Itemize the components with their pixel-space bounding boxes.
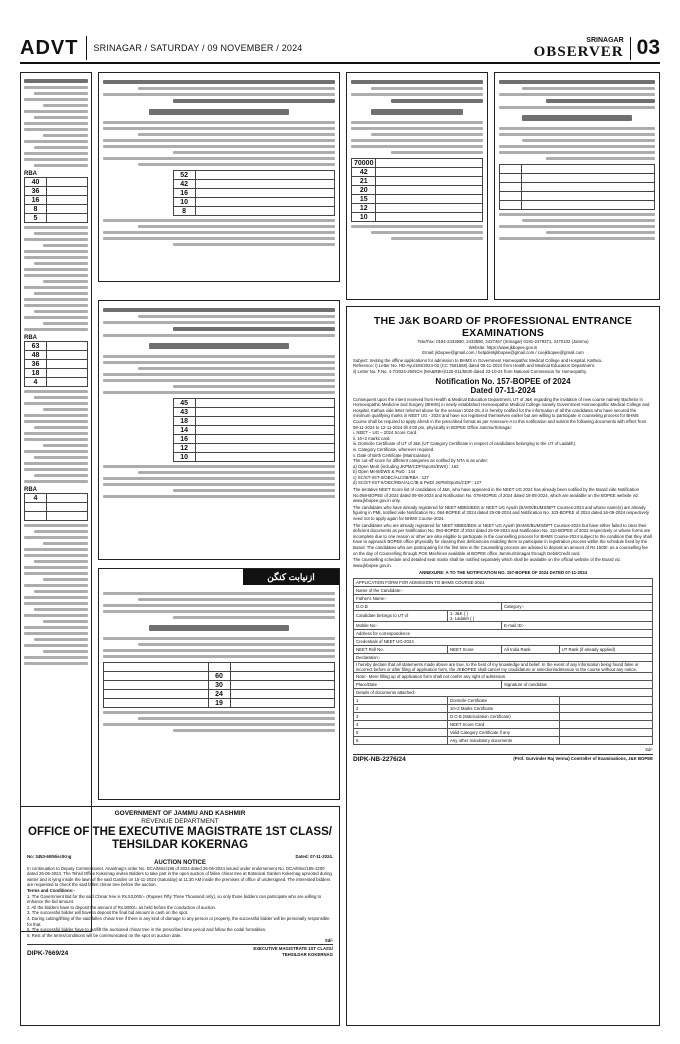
urdu-notice-1 — [98, 72, 340, 282]
form-category: Category:- — [502, 602, 653, 610]
doc-5: v. Date of Birth Certificate (Matriculation). — [353, 452, 432, 458]
board-code: DIPK-NB-2276/24 — [353, 755, 406, 763]
board-body-2: The tentative NEET Score list of candidates of J&K, who have appeared in the NEET UG 2024 has already been notified by the Board vide Notification No.068-BOPEE of 2024 dated 09-08-2024 and Notification No. 078-BOPEE of 2024 dated 18-08-2024, which are available on the BOPEE website viz. www.jkbopee.gov.in only. — [353, 487, 640, 504]
form-jk: 1. J&K ( ) — [450, 610, 468, 616]
term-5: 5. The successful bidder have to cut/lift the auctioned chinar tree in the prescribed time period and follow the codal formalities. — [27, 927, 267, 933]
strip-table-2: 63 48 36 18 4 — [24, 341, 88, 387]
auction-no: No: 3453-60/Misc/Kng — [27, 854, 72, 859]
doc-3: iii. Domicile Certificate of UT of J&K (UT Category Certificate in respect of candidates belonging to the UT of Ladakh). — [353, 441, 577, 447]
table-row: 4 NEET Score Card — [354, 720, 653, 728]
office-line-1: OFFICE OF THE EXECUTIVE MAGISTRATE 1ST CLASS/ — [28, 826, 332, 838]
office-line-2: TEHSILDAR KOKERNAG — [111, 839, 249, 851]
cutoff-2: b) Open Merit/EWS & PwD : 144 — [353, 469, 416, 475]
doc-4: iv. Category Certificate, wherever required. — [353, 446, 435, 452]
table-row: 1 Domicile Certificate — [354, 696, 653, 704]
form-declaration-text: I hereby declare that all statements made above are true, to the best of my knowledge and belief. In the event of any information being found false or incorrect before or after filing of application form, the JKBOPEE shall cancel my candidature or selection/admission to the course without any notice. — [354, 661, 653, 672]
form-roll: NEET Roll No. — [354, 645, 448, 653]
cutoff-intro: The cut-off score for different categories as notified by NTA is as under: — [353, 458, 489, 464]
application-form — [353, 578, 653, 745]
strip-rba-2: RBA — [24, 335, 37, 341]
gov-line: GOVERNMENT OF JAMMU AND KASHMIR — [114, 810, 246, 817]
board-body-3: The candidates who have already registered for NEET MBBS/BDS or NEET UG Ayush (BAMS/BUMS/BPT Courses-2024 and whose name(s) are already figuring in PML notified vide Notification No. 094-BOPEE of 2024 dated 25-08-2024 and Notification No. 103-BOPEE of 2024 dated 16-09-2024 respectively need not to apply again for BHMS Course-2024. — [353, 504, 650, 522]
board-email[interactable]: Email: jkbopee@gmail.com / helpdeskjkbopee@gmail.com / coejkbopee@gmail.com — [422, 350, 584, 356]
notification-date: Dated 07-11-2024 — [470, 385, 536, 395]
urdu-notice-2 — [98, 300, 340, 560]
auction-intro: In continuation to Deputy Commissioner, Anantnag's order No. DCA/Misc/195 of 2024 dated 26-06-2024 issued under endorsement No. DCA/Misc/195-1200 dated 26-06-2024. The Tehsil Office Kokernag invites Bidders to take part in the open auction of fallen chinar tree at Botanical Garden Kokernag uprooted during winter and is lying inside the lawn of the said Garden on 15-11-2024 (Saturday) at 11:30 AM inside the premises of office of undersigned. The interested bidders are requested to check the said fallen chinar tree before the auction. — [27, 865, 332, 888]
auction-sign-1: EXECUTIVE MAGISTRATE 1ST CLASS/ — [253, 945, 333, 951]
term-4: 4. During cutting/lifting of the said fallen chinar tree if there is any kind of damage to any person or property, the successful bidder will be personally responsible for that. — [27, 915, 330, 927]
auction-notice — [20, 806, 340, 1026]
terms-title: Terms and Conditions:- — [27, 887, 75, 893]
dateline: SRINAGAR / SATURDAY / 09 NOVEMBER / 2024 — [93, 43, 303, 53]
form-email: E-mail ID:- — [502, 621, 653, 629]
form-note: Note:- Mere filling up of application form shall not confer any right of admission. — [354, 672, 653, 680]
urdu-notice-3 — [98, 568, 340, 800]
board-signatory: (Prof. Gurvinder Raj Verma) Controller of Examinations, J&K BOPEE — [513, 756, 653, 762]
form-father: Father's Name:- — [354, 594, 653, 602]
notification-number: Notification No. 157-BOPEE of 2024 — [435, 376, 571, 386]
page-number: 03 — [636, 36, 660, 59]
auction-sign-2: TEHSILDAR KOKERNAG — [282, 951, 333, 957]
form-address: Address for correspondence — [354, 629, 653, 637]
term-1: 1. The Government Bid for the said Chinar tree is Rs.53,000/= (Rupees Fifty Three Thousand only), so only those bidders can participate who are willing to enhance the bid amount. — [27, 893, 322, 905]
doc-2: ii. 10+2 marks card. — [353, 435, 391, 441]
table-row: 5 Valid Category Certificate if any — [354, 728, 653, 736]
cutoff-4: d) SC/ST-I/ST-II/OBC/RBA/ALC/IB & PwD/ JKPM/Sports/CDP : 127 — [353, 480, 482, 486]
board-reference-2: ii) Letter No. F.No. 4-7/2024-25/NCH (MA&RBH)/125-011/5530 dated 23-10-24 from National Commission for Homeopathy. — [353, 368, 587, 374]
form-docs-attached: Details of documents attached:- — [354, 688, 653, 696]
form-ladakh: 2. Ladakh ( ) — [450, 615, 475, 621]
board-body-4: The candidates who are already registered for NEET MBBS/BDS or NEET UG Ayush (BAMS/BUMS/BPT Courses-2024 but have either failed to clear their deficient documents as per Notification No. 084-BOPEE of 2024 dated 25-08-2024 and Notification No. 110-BOPEE of 2024 respectively or whose forms are incomplete due to one reason or other are also eligible to participate in the counselling process for BHMS Course-2024 subject to the condition that they shall have to approach BOPEE office physically for clearing their deficiencies enabling them to participate in registration process within the schedule fixed by the Board. The candidates who are participating for the first time in the Counselling process are advised to deposit an amount of Rs 1500/- as a counselling fee on the day of Counselling through POS Machines available at BOPEE office Jammu/Srinagar through Debit/Credit card. — [353, 522, 652, 556]
board-title: THE J&K BOARD OF PROFESSIONAL ENTRANCE EXAMINATIONS — [373, 315, 633, 339]
doc-1: i. NEET – UG – 2024 Score Card. — [353, 430, 418, 436]
term-3: 3. The successful bidder will have to deposit the final bid amount in cash on the spot. — [27, 910, 189, 916]
table-row: 2 10+2 Marks Certificate — [354, 704, 653, 712]
auction-sd: Sd/- — [324, 938, 333, 944]
section-label: ADVT — [20, 36, 87, 60]
board-website[interactable]: Website: https://www.jkbopee.gov.in — [468, 344, 538, 350]
form-ut-rank: UT Rank (if already applied) — [559, 645, 652, 653]
niyabat-banner: ازنیابت کنگن — [243, 569, 339, 585]
strip-table-3: 4 — [24, 493, 88, 521]
strip-rba-3: RBA — [24, 487, 37, 493]
form-score: NEET Score — [448, 645, 502, 653]
form-credentials: Credentials of NEET UG-2024 — [354, 637, 653, 645]
form-mobile: Mobile No:- — [354, 621, 502, 629]
form-belongs: Candidate belongs to UT of — [354, 610, 448, 621]
board-contact: Tele/Fax: 0194-2433590, 2433590, 2437467 (Srinagar) 0191-2479371, 2470102 (Jammu) — [417, 339, 589, 344]
cutoff-1: a) Open Merit (including JKPM/CDP/Sports/EWS) : 162 — [353, 463, 459, 469]
auction-code: DIPK-7669/24 — [27, 950, 69, 958]
form-rank: All India Rank — [502, 645, 560, 653]
urdu-table-5 — [499, 164, 655, 210]
paper-city: SRINAGAR — [586, 36, 624, 44]
form-signature: Signature of candidate — [502, 680, 653, 688]
board-body-1: Consequent upon the intent received from Health & Medical Education Department, UT of J&K regarding the invitation of new course namely Bachelor in Homoeopathic Medicine and Surgery (BHMS) in newly established Homoeopathic Medical College namely Government Homoeopathic Medical College and Hospital, Kathua vide letter referred above for the session 2024-25, it is hereby notified for the information of all the candidates who have secured the minimum qualifying marks in NEET UG - 2024 and have not registered themselves earlier but are willing to participate in counseling process for BHMS Course shall be required to apply afresh in the prescribed format as per Annexure-A to this notification and submit the following documents with effect from 08-11-2024 to 12-11-2024 till 4:00 pm, physically in BOPEE Office Jammu/Srinagar: — [353, 396, 650, 430]
urdu-table-2: 45 43 18 14 16 12 10 — [173, 398, 335, 462]
urdu-notice-4 — [346, 72, 488, 300]
term-2: 2. All the bidders have to deposit the amount of Rs.5000/= as held before the conduction of auction. — [27, 904, 217, 910]
strip-table-1: 40 36 16 8 5 — [24, 177, 88, 223]
term-6: 6. Rest of the terms/conditions will be communicated on the spot on auction date. — [27, 932, 182, 938]
auction-date: Dated: 07-11-2024. — [295, 854, 333, 859]
paper-name: OBSERVER — [533, 43, 624, 60]
form-title: APPLICATION FORM FOR ADMISSION TO BHMS COURSE-2024 — [354, 578, 653, 586]
board-sd: Sd/- — [645, 746, 653, 752]
strip-rba-1: RBA — [24, 171, 37, 177]
urdu-table-1: 52 42 16 10 8 — [173, 170, 335, 216]
form-declaration: Declaration:- — [354, 653, 653, 661]
annexure-title: ANNEXURE: A TO THE NOTIFICATION NO. 157-BOPEE OF 2024 DATED 07-11-2024 — [418, 570, 587, 576]
table-row: 6 Any other mandatory documents — [354, 736, 653, 744]
form-place-date: Place/Date — [354, 680, 502, 688]
board-reference-1: Reference: i) Letter No. HD-Ayu/184/2024-02 (CC 7561668) dated 05-11-2024 from Health and Medical Education Department. — [353, 363, 596, 369]
table-row: 3 D.O.B (Matriculation Certificate) — [354, 712, 653, 720]
masthead — [20, 34, 660, 64]
urdu-notice-5 — [494, 72, 660, 300]
cutoff-3: c) SC/ST-I/ST-II/OBC/ALC/IB/RBA : 127 — [353, 474, 429, 480]
dept-line: REVENUE DEPARTMENT — [141, 818, 219, 825]
board-subject: Subject: Inviting the offline applications for admission to BHMS in Government Homeopathic Medical College and Hospital, Kathua. — [353, 357, 603, 363]
form-dob: D.O.B — [354, 602, 502, 610]
urdu-table-3: 60 30 24 19 — [103, 662, 335, 708]
urdu-table-4: 70000 42 21 20 15 12 10 — [351, 158, 483, 222]
board-body-5: The counselling schedule and detailed seat matrix shall be notified separately which shall be available on the official website of the Board viz. www.jkbopee.gov.in. — [353, 557, 622, 568]
auction-title: AUCTION NOTICE — [154, 859, 206, 866]
left-strip — [20, 72, 92, 932]
form-name: Name of the Candidate:- — [354, 586, 653, 594]
bopee-notice — [346, 306, 660, 1026]
paper-logo — [534, 37, 631, 60]
